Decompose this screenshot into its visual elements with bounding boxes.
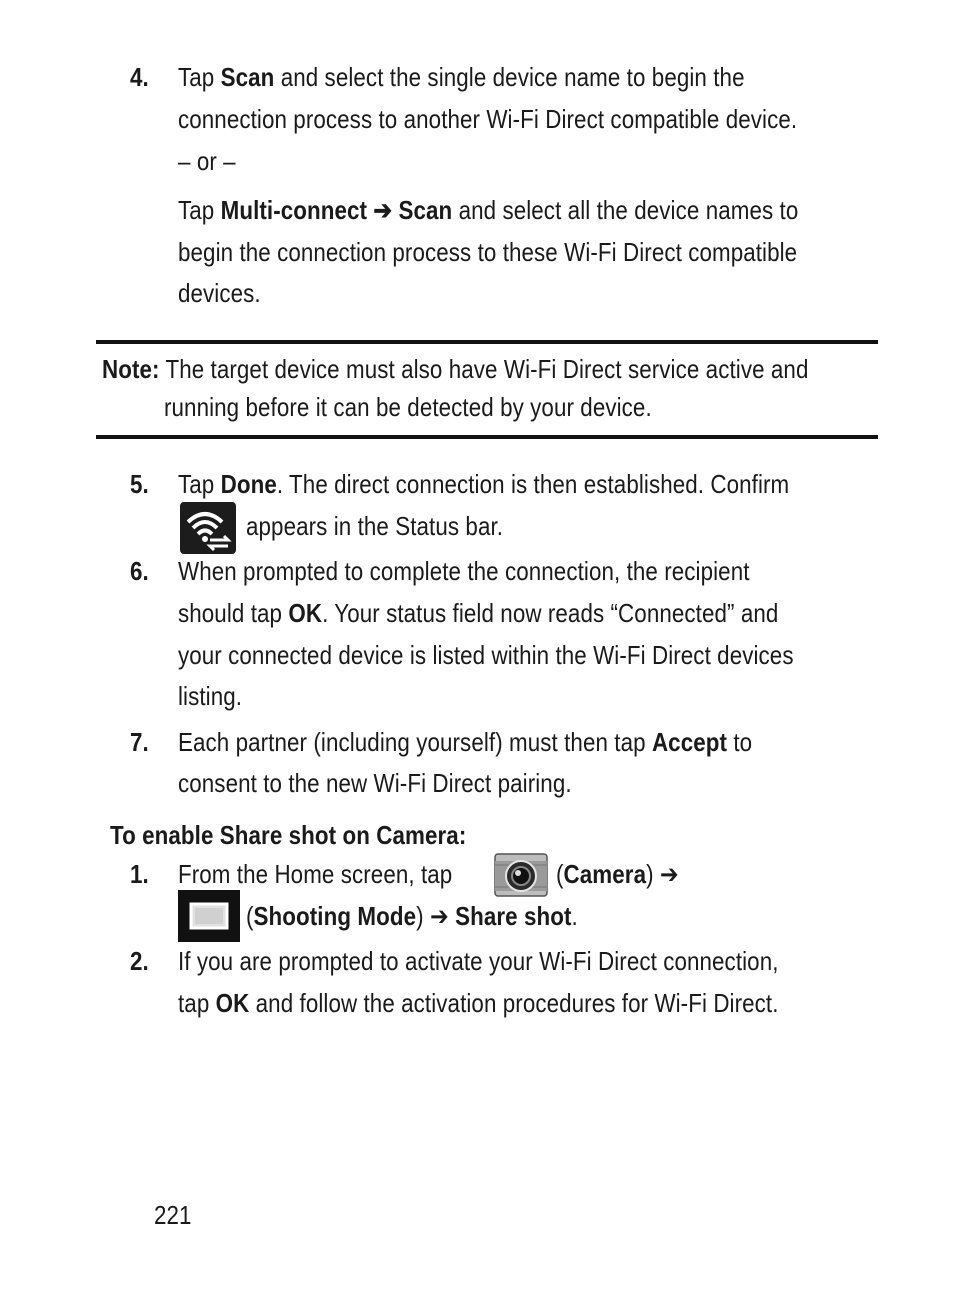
step-4-line-6: devices. (178, 278, 261, 308)
step-number: 1. (130, 859, 149, 889)
sub-step-1-line-2: (Shooting Mode) ➔ Share shot. (246, 901, 578, 931)
step-4-line-1: Tap Scan and select the single device name to begin the (178, 62, 745, 92)
step-4-line-2: connection process to another Wi-Fi Direct compatible device. (178, 104, 798, 134)
step-4-or: – or – (178, 146, 236, 176)
note-top-rule (96, 340, 878, 344)
step-7-line-1: Each partner (including yourself) must then tap Accept to (178, 727, 753, 757)
wifi-direct-status-icon (180, 502, 236, 554)
step-number: 2. (130, 946, 149, 976)
step-4-line-4: Tap Multi-connect ➔ Scan and select all the device names to (178, 195, 799, 225)
step-6-line-3: your connected device is listed within the Wi-Fi Direct devices (178, 640, 794, 670)
step-number: 4. (130, 62, 149, 92)
step-6-line-2: should tap OK. Your status field now reads “Connected” and (178, 598, 779, 628)
step-5-line-2: appears in the Status bar. (246, 511, 504, 541)
note-bottom-rule (96, 435, 878, 439)
section-heading: To enable Share shot on Camera: (110, 820, 467, 850)
sub-step-1-line-1b: (Camera) ➔ (556, 859, 679, 889)
step-5-line-1: Tap Done. The direct connection is then established. Confirm (178, 469, 790, 499)
step-number: 7. (130, 727, 149, 757)
step-6-line-1: When prompted to complete the connection, the recipient (178, 556, 750, 586)
step-7-line-2: consent to the new Wi-Fi Direct pairing. (178, 768, 572, 798)
sub-step-1-line-1a: From the Home screen, tap (178, 859, 453, 889)
note-line-1: Note: The target device must also have Wi-Fi Direct service active and (102, 354, 809, 384)
step-number: 5. (130, 469, 149, 499)
step-number: 6. (130, 556, 149, 586)
sub-step-2-line-2: tap OK and follow the activation procedures for Wi-Fi Direct. (178, 988, 779, 1018)
camera-icon (494, 853, 548, 897)
step-4-line-5: begin the connection process to these Wi-Fi Direct compatible (178, 237, 798, 267)
shooting-mode-icon (178, 890, 240, 942)
note-label: Note: (102, 354, 160, 384)
note-line-2: running before it can be detected by your device. (164, 392, 652, 422)
step-6-line-4: listing. (178, 681, 243, 711)
page-number: 221 (154, 1200, 192, 1230)
sub-step-2-line-1: If you are prompted to activate your Wi-Fi Direct connection, (178, 946, 779, 976)
